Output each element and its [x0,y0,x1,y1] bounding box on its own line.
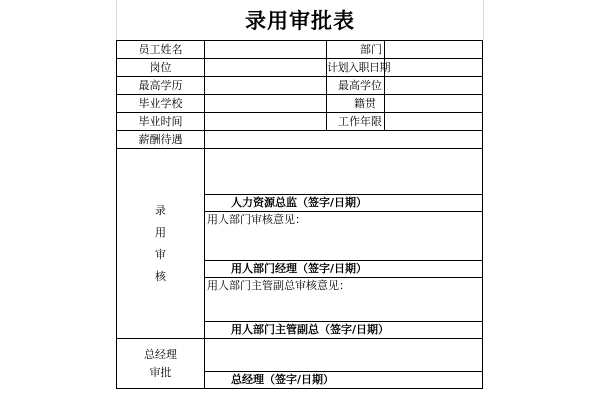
row-education-degree [117,77,483,95]
row-salary [117,131,483,149]
gm-label-line-2: 审批 [149,365,172,379]
label-graduation-time: 毕业时间 [117,113,205,131]
dept-vp-opinion[interactable]: 用人部门主管副总审核意见： [205,278,483,322]
label-employee-name: 员工姓名 [117,41,205,59]
value-highest-degree[interactable] [385,77,483,95]
review-char-4: 核 [155,269,166,283]
label-highest-education: 最高学历 [117,77,205,95]
label-native-place: 籍贯 [327,95,385,113]
row-hr-blank [117,149,483,195]
gm-opinion-area[interactable] [205,339,483,372]
gm-sign: 总经理（签字/日期） [205,372,483,389]
value-graduation-time[interactable] [205,113,327,131]
value-years-of-work[interactable] [385,113,483,131]
label-gm-approval [117,339,205,389]
value-highest-education[interactable] [205,77,327,95]
value-position[interactable] [205,59,327,77]
approval-form-sheet [116,0,482,400]
dept-manager-sign: 用人部门经理（签字/日期） [205,261,483,278]
value-graduate-school[interactable] [205,95,327,113]
label-employment-review [117,149,205,339]
row-position-startdate [117,59,483,77]
label-graduate-school: 毕业学校 [117,95,205,113]
hr-director-sign: 人力资源总监（签字/日期） [205,195,483,212]
value-planned-start-date[interactable] [385,59,483,77]
label-years-of-work: 工作年限 [327,113,385,131]
form-table [116,40,483,389]
row-school-native [117,95,483,113]
gm-label-line-1: 总经理 [144,347,177,361]
label-salary-benefits: 薪酬待遇 [117,131,205,149]
row-gradtime-years [117,113,483,131]
row-gm-blank [117,339,483,372]
review-char-3: 审 [155,247,166,261]
hr-opinion-area[interactable] [205,149,483,195]
value-employee-name[interactable] [205,41,327,59]
label-department: 部门 [327,41,385,59]
row-name-department [117,41,483,59]
form-title: 录用审批表 [116,0,484,40]
review-char-2: 用 [155,225,166,239]
label-planned-start-date: 计划入职日期 [327,59,385,77]
label-position: 岗位 [117,59,205,77]
review-char-1: 录 [155,203,166,217]
dept-review-opinion[interactable]: 用人部门审核意见： [205,212,483,261]
dept-vp-sign: 用人部门主管副总（签字/日期） [205,322,483,339]
value-department[interactable] [385,41,483,59]
label-highest-degree: 最高学位 [327,77,385,95]
value-native-place[interactable] [385,95,483,113]
value-salary-benefits[interactable] [205,131,483,149]
